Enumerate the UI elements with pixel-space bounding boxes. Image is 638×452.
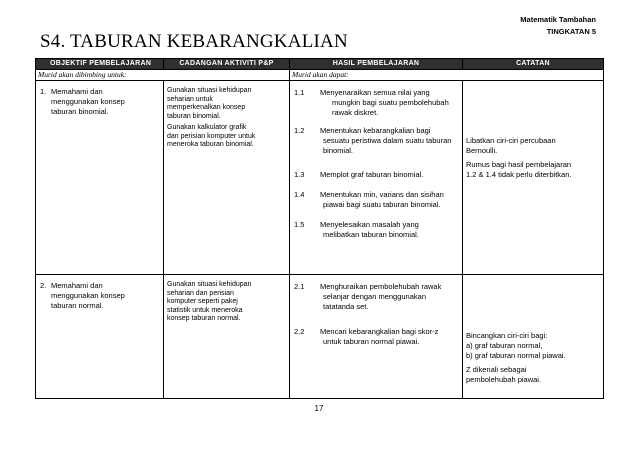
activity-line: seharian dan perisian bbox=[167, 289, 234, 297]
note-line: b) graf taburan normal piawai. bbox=[466, 351, 566, 360]
table-subheader-row bbox=[36, 70, 604, 81]
note-paragraph bbox=[463, 81, 603, 156]
outcome-number: 1.3 bbox=[294, 170, 305, 179]
outcome-number: 1.2 bbox=[294, 126, 305, 135]
objective-cell bbox=[36, 275, 164, 399]
outcome-line: Menentukan min, varians dan sisihan bbox=[320, 190, 444, 199]
outcome-number: 1.5 bbox=[294, 220, 305, 229]
note-line: Bernoulli. bbox=[466, 146, 498, 155]
activities-cell bbox=[164, 81, 290, 275]
note-line: Rumus bagi hasil pembelajaran bbox=[466, 160, 572, 169]
subject-label: Matematik Tambahan bbox=[520, 15, 596, 24]
col-header-activities: CADANGAN AKTIVITI P&P bbox=[164, 59, 290, 70]
activity-paragraph bbox=[164, 81, 289, 121]
activity-paragraph bbox=[164, 275, 289, 324]
objective-line: menggunakan konsep bbox=[51, 291, 125, 300]
outcome-line: tatatanda set. bbox=[323, 302, 369, 311]
note-line: Bincangkan ciri-ciri bagi: bbox=[466, 331, 548, 340]
activity-line: konsep taburan normal. bbox=[167, 315, 241, 322]
outcome-line: mungkin bagi suatu pembolehubah bbox=[332, 98, 449, 107]
outcomes-cell bbox=[290, 275, 463, 399]
activity-line: statistik untuk meneroka bbox=[167, 306, 243, 314]
activities-cell bbox=[164, 275, 290, 399]
outcome-item bbox=[290, 118, 462, 156]
outcome-line: Menyelesaikan masalah yang bbox=[320, 220, 419, 229]
outcome-line: Menyenaraikan semua nilai yang bbox=[320, 88, 430, 97]
outcome-line: Mencari kebarangkalian bagi skor-z bbox=[320, 327, 439, 336]
note-line: pembolehubah piawai. bbox=[466, 375, 542, 384]
col-header-outcomes: HASIL PEMBELAJARAN bbox=[290, 59, 463, 70]
table-header-row bbox=[36, 59, 604, 70]
outcome-number: 2.2 bbox=[294, 327, 305, 336]
objective-line: taburan normal. bbox=[51, 301, 104, 310]
level-label: TINGKATAN 5 bbox=[546, 27, 596, 36]
outcome-item bbox=[290, 156, 462, 180]
outcome-line: sesuatu peristiwa dalam suatu taburan bbox=[323, 136, 452, 145]
activity-line: Gunakan situasi kehidupan bbox=[167, 87, 252, 94]
activity-line: Gunakan kalkulator grafik bbox=[167, 124, 247, 131]
objective-cell bbox=[36, 81, 164, 275]
col-header-objective: OBJEKTIF PEMBELAJARAN bbox=[36, 59, 164, 70]
objective-line: menggunakan konsep bbox=[51, 97, 125, 106]
outcome-number: 1.4 bbox=[294, 190, 305, 199]
note-line: Z dikenali sebagai bbox=[466, 365, 527, 374]
outcome-line: melibatkan taburan binomial. bbox=[323, 230, 419, 239]
activity-line: seharian untuk bbox=[167, 95, 213, 103]
outcome-line: rawak diskret. bbox=[332, 108, 379, 117]
note-line: 1.2 & 1.4 tidak perlu diterbitkan. bbox=[466, 170, 572, 179]
notes-cell bbox=[463, 275, 604, 399]
note-paragraph bbox=[463, 156, 603, 180]
outcome-sublabel: Murid akan dapat: bbox=[290, 70, 604, 81]
objective-line: Memahami dan bbox=[51, 87, 103, 96]
activity-paragraph bbox=[164, 124, 289, 150]
page-number: 17 bbox=[314, 404, 324, 413]
table-row bbox=[36, 275, 604, 399]
outcome-item bbox=[290, 210, 462, 240]
activity-line: taburan binomial. bbox=[167, 112, 221, 120]
outcome-line: Memplot graf taburan binomial. bbox=[320, 170, 424, 179]
document-header bbox=[520, 14, 596, 38]
outcome-line: Menentukan kebarangkalian bagi bbox=[320, 126, 431, 135]
objective-number: 1. bbox=[40, 87, 47, 96]
outcome-line: untuk taburan normal piawai. bbox=[323, 337, 420, 346]
objective-number: 2. bbox=[40, 281, 47, 290]
syllabus-table bbox=[35, 58, 604, 399]
activity-line: Gunakan situasi kehidupan bbox=[167, 281, 252, 288]
outcome-number: 1.1 bbox=[294, 88, 305, 97]
col-header-notes: CATATAN bbox=[463, 59, 604, 70]
note-line: a) graf taburan normal, bbox=[466, 341, 543, 350]
objective-line: Memahami dan bbox=[51, 281, 103, 290]
objective-sublabel: Murid akan dibimbing untuk: bbox=[36, 70, 290, 81]
outcome-line: selanjar dengan menggunakan bbox=[323, 292, 426, 301]
notes-cell bbox=[463, 81, 604, 275]
activity-line: meneroka taburan binomial. bbox=[167, 141, 254, 148]
note-line: Libatkan ciri-ciri percubaan bbox=[466, 136, 556, 145]
outcome-line: piawai bagi suatu taburan binomial. bbox=[323, 200, 441, 209]
activity-line: komputer seperti pakej bbox=[167, 298, 238, 305]
outcomes-cell bbox=[290, 81, 463, 275]
outcome-item bbox=[290, 180, 462, 210]
page-title: S4. TABURAN KEBARANGKALIAN bbox=[40, 31, 348, 52]
activity-line: memperkenalkan konsep bbox=[167, 104, 246, 111]
note-paragraph bbox=[463, 361, 603, 385]
outcome-item bbox=[290, 312, 462, 347]
activity-line: dan perisian komputer untuk bbox=[167, 132, 256, 140]
note-paragraph bbox=[463, 275, 603, 361]
table-row bbox=[36, 81, 604, 275]
outcome-line: Menghuraikan pembolehubah rawak bbox=[320, 282, 442, 291]
objective-line: taburan binomial. bbox=[51, 107, 109, 116]
outcome-item bbox=[290, 275, 462, 312]
outcome-line: binomial. bbox=[323, 146, 354, 155]
outcome-item bbox=[290, 81, 462, 118]
outcome-number: 2.1 bbox=[294, 282, 305, 291]
